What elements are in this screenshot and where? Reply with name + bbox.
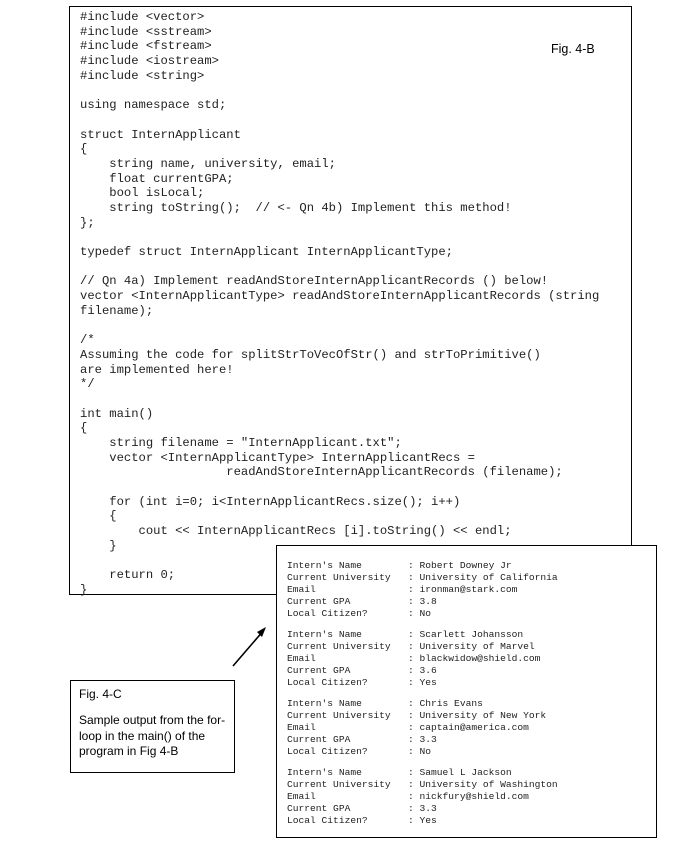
code-line: /* (80, 333, 95, 348)
field-value: University of California (419, 572, 558, 584)
field-label: Local Citizen? (287, 677, 368, 689)
code-line: }; (80, 215, 95, 230)
field-value: 3.6 (419, 665, 437, 677)
field-value: Chris Evans (419, 698, 483, 709)
field-separator: : (408, 710, 420, 722)
field-separator: : (408, 791, 420, 803)
code-line: { (80, 421, 88, 436)
field-label: Email (287, 791, 316, 803)
field-value: No (419, 746, 432, 758)
field-label: Intern's Name (287, 767, 362, 778)
caption-title: Fig. 4-C (79, 687, 122, 701)
code-line: { (80, 142, 88, 157)
field-value: University of Marvel (419, 641, 535, 653)
field-label: Current GPA (287, 665, 351, 677)
field-label: Intern's Name (287, 698, 362, 709)
code-line: */ (80, 377, 95, 392)
field-label: Current University (287, 710, 391, 722)
field-label: Email (287, 653, 316, 665)
code-line: int main() (80, 406, 154, 421)
code-line: string toString(); // <- Qn 4b) Implement this method! (80, 200, 512, 215)
field-label: Local Citizen? (287, 608, 368, 620)
field-separator: : (408, 653, 420, 665)
code-line: struct InternApplicant (80, 127, 241, 142)
code-line: #include <fstream> (80, 39, 212, 54)
code-line: filename); (80, 303, 154, 318)
field-label: Current University (287, 641, 391, 653)
field-value: Yes (419, 677, 437, 689)
field-label: Intern's Name (287, 560, 362, 571)
field-label: Current GPA (287, 803, 351, 815)
field-value: 3.8 (419, 596, 437, 608)
field-value: Scarlett Johansson (419, 629, 524, 640)
field-separator: : (408, 608, 420, 620)
field-value: Samuel L Jackson (419, 767, 512, 778)
field-value: Yes (419, 815, 437, 827)
field-label: Email (287, 722, 316, 734)
code-line: } (80, 538, 117, 553)
field-separator: : (408, 572, 420, 584)
code-line: typedef struct InternApplicant InternApplicantType; (80, 245, 453, 259)
caption-text: Sample output from the for-loop in the main() of the program in Fig 4-B (79, 713, 226, 758)
field-label: Current GPA (287, 734, 351, 746)
field-label: Intern's Name (287, 629, 362, 640)
field-separator: : (408, 803, 420, 815)
code-line: float currentGPA; (80, 171, 234, 186)
code-line: vector <InternApplicantType> readAndStoreInternApplicantRecords (string (80, 289, 600, 304)
code-line: #include <sstream> (80, 24, 212, 39)
code-line: Assuming the code for splitStrToVecOfStr() and strToPrimitive() (80, 347, 541, 362)
code-line: readAndStoreInternApplicantRecords (filename); (80, 465, 563, 480)
field-value: blackwidow@shield.com (419, 653, 541, 665)
figure-label: Fig. 4-B (551, 42, 595, 56)
code-line: string filename = "InternApplicant.txt"; (80, 435, 402, 450)
field-separator: : (408, 698, 420, 709)
field-label: Local Citizen? (287, 746, 368, 758)
field-label: Email (287, 584, 316, 596)
field-separator: : (408, 746, 420, 758)
code-line: return 0; (80, 568, 176, 583)
code-line: #include <string> (80, 68, 205, 83)
field-value: 3.3 (419, 803, 437, 815)
field-separator: : (408, 779, 420, 791)
field-label: Current University (287, 779, 391, 791)
field-value: University of New York (419, 710, 547, 722)
code-line: #include <iostream> (80, 54, 219, 69)
code-line: bool isLocal; (80, 186, 205, 201)
code-line: are implemented here! (80, 362, 234, 377)
field-label: Local Citizen? (287, 815, 368, 827)
field-value: 3.3 (419, 734, 437, 746)
field-value: University of Washington (419, 779, 558, 791)
field-value: captain@america.com (419, 722, 529, 734)
field-separator: : (408, 815, 420, 827)
code-line: vector <InternApplicantType> InternApplicantRecs = (80, 450, 475, 465)
field-separator: : (408, 560, 420, 571)
field-label: Current University (287, 572, 391, 584)
code-line: #include <vector> (80, 10, 205, 24)
code-line: // Qn 4a) Implement readAndStoreInternApplicantRecords () below! (80, 274, 549, 289)
code-line: { (80, 509, 117, 524)
field-separator: : (408, 677, 420, 689)
field-separator: : (408, 584, 420, 596)
code-line: for (int i=0; i<InternApplicantRecs.size(); i++) (80, 494, 461, 509)
field-separator: : (408, 767, 420, 778)
field-value: nickfury@shield.com (419, 791, 529, 803)
code-line: } (80, 582, 88, 597)
caption-figure (70, 680, 235, 773)
field-separator: : (408, 722, 420, 734)
field-value: Robert Downey Jr (419, 560, 512, 571)
field-label: Current GPA (287, 596, 351, 608)
field-separator: : (408, 665, 420, 677)
field-separator: : (408, 596, 420, 608)
field-value: ironman@stark.com (419, 584, 518, 596)
code-line: using namespace std; (80, 98, 227, 113)
field-separator: : (408, 641, 420, 653)
field-separator: : (408, 734, 420, 746)
code-line: string name, university, email; (80, 156, 336, 171)
field-separator: : (408, 629, 420, 640)
code-line: cout << InternApplicantRecs [i].toString() << endl; (80, 524, 512, 539)
field-value: No (419, 608, 432, 620)
